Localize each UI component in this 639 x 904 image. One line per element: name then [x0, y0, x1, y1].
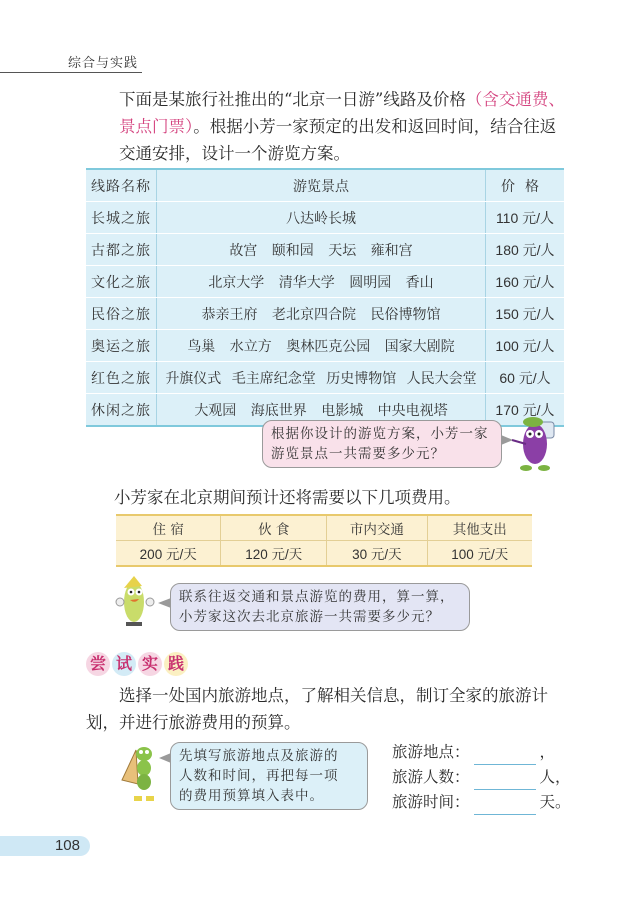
cost-header: 住 宿 — [116, 515, 221, 541]
header-route-name: 线路名称 — [86, 169, 157, 202]
bubble-line: 小芳家这次去北京旅游一共需要多少元？ — [179, 609, 440, 625]
title-char: 尝 — [86, 652, 110, 676]
field-label: 旅游地点： — [392, 743, 470, 761]
cost-header: 其他支出 — [427, 515, 532, 541]
route-price: 170 元/人 — [495, 401, 555, 418]
caterpillar-mascot-icon — [120, 740, 166, 806]
route-spots: 北京大学 清华大学 圆明园 香山 — [157, 266, 486, 298]
field-label: 旅游人数： — [392, 768, 470, 786]
route-name: 民俗之旅 — [86, 298, 157, 330]
table-row — [86, 266, 564, 298]
route-price: 60 元/人 — [486, 362, 565, 394]
speech-bubble-eggplant — [262, 420, 502, 468]
travel-plan-fields — [392, 740, 571, 815]
intro-text-2: 。根据小芳一家预定的出发和返回时间，结合往返交通安排，设计一个游览方案。 — [119, 117, 557, 163]
title-char: 试 — [112, 652, 136, 676]
eggplant-mascot-icon — [508, 408, 568, 472]
title-char: 践 — [164, 652, 188, 676]
cost-value: 200 元/天 — [116, 541, 221, 567]
intro-highlight: （含交通费、景点门票） — [119, 90, 565, 136]
bubble-line: 先填写旅游地点及旅游的 — [179, 748, 339, 764]
table-row — [86, 330, 564, 362]
cost-header: 市内交通 — [327, 515, 427, 541]
field-people — [392, 765, 571, 790]
table-row — [86, 202, 564, 234]
try-practice-title — [86, 652, 188, 676]
speech-bubble-caterpillar — [170, 742, 368, 810]
cost-table — [116, 514, 532, 567]
bubble-line: 人数和时间，再把每一项 — [179, 768, 339, 784]
bubble-line: 的费用预算填入表中。 — [179, 788, 324, 804]
route-name: 长城之旅 — [86, 202, 157, 234]
intro-paragraph — [86, 86, 566, 167]
route-name: 文化之旅 — [86, 266, 157, 298]
table-row — [86, 234, 564, 266]
route-spots: 八达岭长城 — [157, 202, 486, 234]
field-duration — [392, 790, 571, 815]
header-spots: 游览景点 — [157, 169, 486, 202]
section-title: 综合与实践 — [67, 56, 138, 71]
route-spots: 大观园 海底世界 电影城 中央电视塔 — [157, 394, 486, 427]
page-number-tab — [0, 836, 90, 856]
route-spots: 鸟巢 水立方 奥林匹克公园 国家大剧院 — [157, 330, 486, 362]
route-price: 180 元/人 — [486, 234, 565, 266]
intro-text-1: 下面是某旅行社推出的“北京一日游”线路及价格 — [119, 90, 466, 109]
speech-bubble-corn — [170, 583, 470, 631]
bubble-line: 游览景点一共需要多少元？ — [271, 446, 445, 462]
route-table — [86, 168, 564, 427]
field-label: 旅游时间： — [392, 793, 470, 811]
cost-table-values — [116, 541, 532, 567]
people-blank[interactable] — [474, 771, 536, 790]
page-number: 108 — [54, 837, 80, 854]
corn-mascot-icon — [112, 572, 158, 628]
route-name: 红色之旅 — [86, 362, 157, 394]
field-suffix: 人， — [539, 768, 571, 786]
duration-blank[interactable] — [474, 796, 536, 815]
cost-header: 伙 食 — [221, 515, 327, 541]
route-name: 奥运之旅 — [86, 330, 157, 362]
field-destination — [392, 740, 571, 765]
destination-blank[interactable] — [474, 746, 536, 765]
route-price: 100 元/人 — [486, 330, 565, 362]
route-name: 古都之旅 — [86, 234, 157, 266]
route-price: 110 元/人 — [486, 202, 565, 234]
bubble-line: 联系往返交通和景点游览的费用，算一算， — [179, 589, 455, 605]
route-table-header — [86, 169, 564, 202]
bubble-line: 根据你设计的游览方案，小芳一家 — [271, 426, 489, 442]
route-spots: 升旗仪式 毛主席纪念堂 历史博物馆 人民大会堂 — [157, 362, 486, 394]
field-suffix: ， — [539, 743, 556, 761]
route-name: 休闲之旅 — [86, 394, 157, 427]
header-price: 价格 — [486, 169, 565, 202]
section-header — [0, 50, 142, 73]
route-spots: 恭亲王府 老北京四合院 民俗博物馆 — [157, 298, 486, 330]
title-char: 实 — [138, 652, 162, 676]
field-suffix: 天。 — [539, 793, 571, 811]
cost-value: 120 元/天 — [221, 541, 327, 567]
try-description — [86, 682, 566, 736]
try-description-text: 选择一处国内旅游地点，了解相关信息，制订全家的旅游计划，并进行旅游费用的预算。 — [86, 686, 548, 732]
route-price: 160 元/人 — [486, 266, 565, 298]
cost-value: 100 元/天 — [451, 547, 509, 562]
route-spots: 故宫 颐和园 天坛 雍和宫 — [157, 234, 486, 266]
route-price: 150 元/人 — [486, 298, 565, 330]
cost-table-header — [116, 515, 532, 541]
table-row — [86, 298, 564, 330]
table-row — [86, 362, 564, 394]
extra-costs-text: 小芳家在北京期间预计还将需要以下几项费用。 — [114, 488, 461, 507]
cost-value: 30 元/天 — [327, 541, 427, 567]
